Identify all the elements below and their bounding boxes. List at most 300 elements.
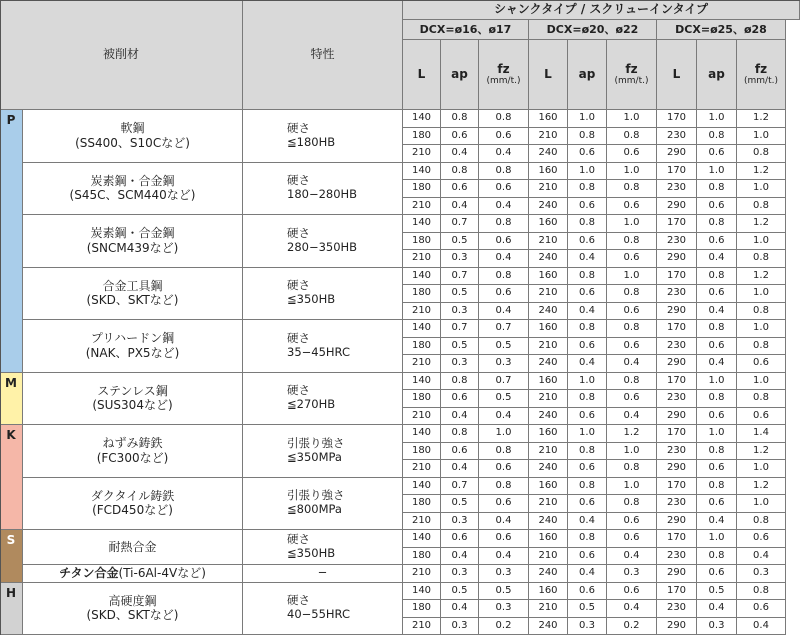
data-cell: 0.2: [607, 618, 657, 636]
data-cell: 0.7: [479, 373, 529, 391]
data-cell: 210: [403, 303, 441, 321]
data-cell: 230: [657, 233, 697, 251]
data-cell: 0.4: [697, 355, 737, 373]
data-cell: 230: [657, 548, 697, 566]
data-cell: 230: [657, 285, 697, 303]
data-cell: 140: [403, 583, 441, 601]
fz-unit: (mm/t.): [614, 76, 649, 87]
data-cell: 0.8: [737, 303, 786, 321]
data-cell: 210: [403, 198, 441, 216]
data-cell: 1.2: [737, 478, 786, 496]
property-cell: [243, 268, 403, 321]
data-cell: 210: [529, 390, 568, 408]
data-cell: 210: [403, 250, 441, 268]
data-cell: 0.2: [479, 618, 529, 636]
data-cell: 0.8: [737, 250, 786, 268]
data-cell: 0.4: [607, 408, 657, 426]
material-cell: [23, 163, 243, 216]
data-cell: 0.4: [697, 250, 737, 268]
data-cell: 210: [403, 513, 441, 531]
data-cell: 290: [657, 145, 697, 163]
property-cell: [243, 583, 403, 636]
data-cell: 0.6: [479, 128, 529, 146]
data-cell: 240: [529, 618, 568, 636]
data-cell: 0.6: [568, 338, 607, 356]
data-cell: 240: [529, 355, 568, 373]
data-cell: 240: [529, 198, 568, 216]
data-cell: 0.8: [568, 478, 607, 496]
data-cell: 0.7: [441, 268, 479, 286]
data-cell: 180: [403, 285, 441, 303]
data-cell: 0.6: [441, 390, 479, 408]
data-cell: 290: [657, 460, 697, 478]
data-cell: 0.3: [441, 565, 479, 583]
data-cell: 0.4: [479, 250, 529, 268]
material-name: ステンレス鋼: [97, 383, 168, 398]
material-name: 合金工具鋼: [102, 278, 163, 293]
data-cell: 170: [657, 530, 697, 548]
material-cell: [23, 215, 243, 268]
data-cell: 0.8: [697, 390, 737, 408]
data-cell: 0.6: [479, 460, 529, 478]
property-label: 硬さ: [287, 593, 310, 608]
material-grade: (SKD、SKTなど): [86, 608, 179, 623]
data-cell: 210: [529, 338, 568, 356]
data-cell: 140: [403, 215, 441, 233]
data-cell: 0.4: [697, 303, 737, 321]
material-header: 被削材: [0, 0, 243, 110]
data-cell: 1.0: [697, 110, 737, 128]
data-cell: 0.6: [568, 548, 607, 566]
data-cell: 170: [657, 583, 697, 601]
data-cell: 1.0: [697, 530, 737, 548]
data-cell: 0.4: [479, 408, 529, 426]
data-cell: 0.8: [479, 163, 529, 181]
data-cell: 0.8: [441, 425, 479, 443]
data-cell: 0.8: [568, 530, 607, 548]
data-cell: 0.8: [607, 233, 657, 251]
data-cell: 0.8: [607, 320, 657, 338]
data-cell: 1.0: [737, 128, 786, 146]
data-cell: 210: [529, 180, 568, 198]
data-cell: 0.8: [441, 373, 479, 391]
data-cell: 0.8: [441, 110, 479, 128]
iso-group-m: M: [0, 373, 23, 426]
data-cell: 0.8: [737, 198, 786, 216]
data-cell: 0.8: [441, 163, 479, 181]
property-header: 特性: [243, 0, 403, 110]
material-name: ねずみ鋳鉄: [102, 436, 163, 451]
data-cell: 0.3: [441, 618, 479, 636]
data-cell: 0.3: [441, 355, 479, 373]
data-cell: 1.0: [479, 425, 529, 443]
data-cell: 0.3: [479, 600, 529, 618]
data-cell: 0.8: [607, 128, 657, 146]
data-cell: 170: [657, 373, 697, 391]
material-cell: [23, 583, 243, 636]
data-cell: 0.5: [479, 390, 529, 408]
data-cell: 180: [403, 128, 441, 146]
property-value: ≦350HB: [287, 292, 336, 307]
material-name: 軟鋼: [120, 121, 145, 136]
data-cell: 0.5: [441, 285, 479, 303]
data-cell: 0.4: [441, 198, 479, 216]
data-cell: 210: [403, 618, 441, 636]
data-cell: 0.6: [697, 233, 737, 251]
data-cell: 170: [657, 163, 697, 181]
data-cell: 210: [529, 548, 568, 566]
property-value: ≦350HB: [287, 546, 336, 560]
data-cell: 1.2: [737, 443, 786, 461]
data-cell: 0.7: [441, 478, 479, 496]
property-value: 280−350HB: [287, 239, 358, 254]
data-cell: 0.3: [441, 303, 479, 321]
data-cell: 0.8: [737, 338, 786, 356]
material-grade: (SUS304など): [92, 398, 173, 413]
data-cell: 0.6: [441, 180, 479, 198]
data-cell: 180: [403, 233, 441, 251]
data-cell: 0.6: [479, 285, 529, 303]
data-cell: 0.4: [607, 600, 657, 618]
data-cell: 0.8: [607, 180, 657, 198]
data-cell: 230: [657, 600, 697, 618]
column-header-ap: ap: [441, 40, 479, 110]
data-cell: 0.3: [441, 250, 479, 268]
data-cell: 0.5: [479, 338, 529, 356]
fz-label: fz: [625, 61, 638, 76]
material-grade: (SS400、S10Cなど): [75, 135, 190, 150]
material-name: 高硬度鋼: [108, 593, 157, 608]
property-label: −: [317, 565, 328, 580]
data-cell: 0.4: [697, 600, 737, 618]
material-name: 炭素鋼・合金鋼: [90, 173, 175, 188]
data-cell: 0.4: [568, 513, 607, 531]
material-name: ダクタイル鋳鉄: [90, 488, 175, 503]
fz-unit: (mm/t.): [744, 76, 778, 87]
data-cell: 0.8: [479, 268, 529, 286]
data-cell: 0.8: [479, 215, 529, 233]
data-cell: 180: [403, 390, 441, 408]
data-cell: 0.6: [568, 408, 607, 426]
data-cell: 180: [403, 495, 441, 513]
data-cell: 0.5: [441, 583, 479, 601]
data-cell: 0.8: [737, 583, 786, 601]
data-cell: 240: [529, 565, 568, 583]
data-cell: 0.8: [568, 180, 607, 198]
material-cell: [23, 110, 243, 163]
data-cell: 0.5: [697, 583, 737, 601]
data-cell: 0.8: [697, 548, 737, 566]
data-cell: 0.5: [441, 233, 479, 251]
data-cell: 1.0: [737, 320, 786, 338]
data-cell: 140: [403, 530, 441, 548]
data-cell: 0.8: [479, 110, 529, 128]
diameter-group-header: DCX=ø20、ø22: [529, 20, 657, 40]
data-cell: 290: [657, 355, 697, 373]
data-cell: 0.4: [441, 145, 479, 163]
data-cell: 160: [529, 215, 568, 233]
data-cell: 0.8: [697, 320, 737, 338]
data-cell: 0.6: [697, 198, 737, 216]
data-cell: 0.8: [697, 478, 737, 496]
property-label: 硬さ: [287, 383, 310, 398]
diameter-group-header: DCX=ø16、ø17: [403, 20, 529, 40]
data-cell: 0.6: [441, 530, 479, 548]
data-cell: 0.5: [479, 583, 529, 601]
data-cell: 1.0: [737, 495, 786, 513]
data-cell: 1.0: [737, 285, 786, 303]
data-cell: 1.2: [737, 215, 786, 233]
data-cell: 0.8: [568, 443, 607, 461]
data-cell: 170: [657, 215, 697, 233]
property-cell: [243, 425, 403, 478]
data-cell: 1.0: [737, 373, 786, 391]
property-label: 引張り強さ: [287, 488, 345, 503]
material-cell: [23, 565, 243, 583]
data-cell: 160: [529, 530, 568, 548]
property-cell: [243, 163, 403, 216]
data-cell: 0.4: [479, 198, 529, 216]
data-cell: 230: [657, 495, 697, 513]
property-cell: [243, 478, 403, 531]
data-cell: 0.6: [607, 583, 657, 601]
material-grade: (FC300など): [96, 450, 169, 465]
property-label: 硬さ: [287, 173, 310, 188]
iso-group-k: K: [0, 425, 23, 530]
data-cell: 1.0: [607, 163, 657, 181]
material-cell: [23, 530, 243, 565]
data-cell: 240: [529, 408, 568, 426]
material-name: 炭素鋼・合金鋼: [90, 226, 175, 241]
column-header-fz: [737, 40, 786, 110]
fz-unit: (mm/t.): [486, 76, 521, 87]
column-header-fz: [479, 40, 529, 110]
data-cell: 0.6: [568, 233, 607, 251]
data-cell: 0.4: [607, 355, 657, 373]
property-value: 35−45HRC: [287, 344, 350, 359]
material-name: プリハードン鋼: [90, 331, 175, 346]
data-cell: 1.0: [697, 373, 737, 391]
data-cell: 0.7: [441, 320, 479, 338]
data-cell: 0.6: [479, 233, 529, 251]
data-cell: 1.0: [607, 215, 657, 233]
data-cell: 0.4: [697, 513, 737, 531]
data-cell: 0.6: [441, 128, 479, 146]
data-cell: 0.4: [568, 565, 607, 583]
data-cell: 290: [657, 513, 697, 531]
property-cell: [243, 565, 403, 583]
data-cell: 0.8: [697, 215, 737, 233]
data-cell: 140: [403, 478, 441, 496]
fz-label: fz: [754, 61, 768, 76]
column-header-fz: [607, 40, 657, 110]
column-header-l: L: [403, 40, 441, 110]
column-header-l: L: [657, 40, 697, 110]
data-cell: 160: [529, 373, 568, 391]
property-label: 硬さ: [287, 278, 310, 293]
data-cell: 0.4: [441, 600, 479, 618]
data-cell: 0.8: [568, 390, 607, 408]
data-cell: 0.5: [441, 338, 479, 356]
data-cell: 1.0: [697, 425, 737, 443]
data-cell: 0.8: [607, 460, 657, 478]
data-cell: 140: [403, 320, 441, 338]
data-cell: 230: [657, 390, 697, 408]
data-cell: 140: [403, 373, 441, 391]
data-cell: 0.6: [607, 530, 657, 548]
data-cell: 160: [529, 268, 568, 286]
iso-group-p: P: [0, 110, 23, 373]
data-cell: 0.4: [737, 548, 786, 566]
property-label: 硬さ: [287, 532, 310, 547]
data-cell: 0.6: [479, 495, 529, 513]
data-cell: 0.8: [737, 513, 786, 531]
data-cell: 290: [657, 408, 697, 426]
data-cell: 0.4: [441, 460, 479, 478]
data-cell: 0.6: [697, 460, 737, 478]
data-cell: 0.4: [441, 548, 479, 566]
data-cell: 0.8: [697, 180, 737, 198]
data-cell: 170: [657, 110, 697, 128]
data-cell: 170: [657, 268, 697, 286]
data-cell: 0.5: [441, 495, 479, 513]
property-value: ≦350MPa: [287, 449, 342, 464]
data-cell: 240: [529, 513, 568, 531]
data-cell: 0.6: [479, 530, 529, 548]
data-cell: 210: [529, 128, 568, 146]
data-cell: 1.0: [737, 460, 786, 478]
data-cell: 240: [529, 303, 568, 321]
material-cell: [23, 478, 243, 531]
data-cell: 0.3: [479, 565, 529, 583]
data-cell: 1.0: [607, 478, 657, 496]
data-cell: 0.8: [568, 268, 607, 286]
data-cell: 0.6: [607, 145, 657, 163]
data-cell: 0.6: [737, 600, 786, 618]
data-cell: 180: [403, 338, 441, 356]
data-cell: 140: [403, 110, 441, 128]
data-cell: 0.7: [479, 320, 529, 338]
data-cell: 0.6: [607, 390, 657, 408]
data-cell: 0.4: [479, 548, 529, 566]
data-cell: 290: [657, 618, 697, 636]
data-cell: 180: [403, 600, 441, 618]
data-cell: 160: [529, 110, 568, 128]
data-cell: 210: [529, 495, 568, 513]
data-cell: 0.6: [441, 443, 479, 461]
data-cell: 0.6: [568, 583, 607, 601]
data-cell: 1.2: [737, 268, 786, 286]
data-cell: 160: [529, 163, 568, 181]
data-cell: 0.6: [697, 495, 737, 513]
column-header-ap: ap: [697, 40, 737, 110]
data-cell: 160: [529, 478, 568, 496]
property-cell: [243, 215, 403, 268]
data-cell: 230: [657, 443, 697, 461]
data-cell: 160: [529, 583, 568, 601]
data-cell: 0.6: [607, 338, 657, 356]
data-cell: 0.3: [737, 565, 786, 583]
data-cell: 0.6: [568, 460, 607, 478]
data-cell: 1.0: [568, 425, 607, 443]
data-cell: 1.0: [607, 443, 657, 461]
property-value: 180−280HB: [287, 187, 358, 202]
data-cell: 210: [403, 408, 441, 426]
data-cell: 290: [657, 250, 697, 268]
data-cell: 180: [403, 180, 441, 198]
type-title: シャンクタイプ / スクリューインタイプ: [403, 0, 800, 20]
data-cell: 290: [657, 303, 697, 321]
data-cell: 0.6: [607, 198, 657, 216]
data-cell: 0.4: [737, 618, 786, 636]
data-cell: 0.3: [697, 618, 737, 636]
data-cell: 0.6: [697, 285, 737, 303]
data-cell: 170: [657, 425, 697, 443]
data-cell: 0.5: [568, 600, 607, 618]
material-name: 耐熱合金: [108, 539, 157, 554]
material-grade: (NAK、PX5など): [85, 345, 180, 360]
data-cell: 230: [657, 180, 697, 198]
data-cell: 0.6: [479, 180, 529, 198]
data-cell: 0.3: [479, 355, 529, 373]
data-cell: 0.6: [568, 285, 607, 303]
data-cell: 0.6: [568, 145, 607, 163]
data-cell: 290: [657, 565, 697, 583]
data-cell: 1.0: [568, 163, 607, 181]
data-cell: 0.6: [607, 303, 657, 321]
data-cell: 1.2: [737, 110, 786, 128]
data-cell: 180: [403, 443, 441, 461]
data-cell: 0.4: [568, 303, 607, 321]
data-cell: 210: [403, 460, 441, 478]
data-cell: 0.6: [697, 408, 737, 426]
data-cell: 1.2: [737, 163, 786, 181]
iso-group-s: S: [0, 530, 23, 583]
property-value: ≦180HB: [287, 134, 336, 149]
data-cell: 0.8: [737, 145, 786, 163]
property-cell: [243, 320, 403, 373]
data-cell: 0.3: [568, 618, 607, 636]
data-cell: 0.8: [568, 320, 607, 338]
property-value: ≦800MPa: [287, 502, 342, 517]
property-value: ≦270HB: [287, 397, 336, 412]
data-cell: 0.7: [441, 215, 479, 233]
data-cell: 180: [403, 548, 441, 566]
data-cell: 160: [529, 425, 568, 443]
data-cell: 1.0: [568, 373, 607, 391]
data-cell: 1.0: [607, 110, 657, 128]
data-cell: 1.4: [737, 425, 786, 443]
column-header-ap: ap: [568, 40, 607, 110]
data-cell: 140: [403, 163, 441, 181]
column-header-l: L: [529, 40, 568, 110]
material-cell: [23, 373, 243, 426]
data-cell: 0.6: [568, 198, 607, 216]
data-cell: 0.8: [697, 128, 737, 146]
data-cell: 0.8: [737, 390, 786, 408]
data-cell: 0.8: [607, 373, 657, 391]
data-cell: 210: [529, 285, 568, 303]
property-cell: [243, 373, 403, 426]
material-grade: (S45C、SCM440など): [69, 188, 196, 203]
data-cell: 240: [529, 460, 568, 478]
data-cell: 0.4: [479, 303, 529, 321]
data-cell: 0.8: [568, 128, 607, 146]
data-cell: 230: [657, 128, 697, 146]
data-cell: 0.4: [568, 250, 607, 268]
data-cell: 1.0: [737, 233, 786, 251]
data-cell: 0.4: [479, 145, 529, 163]
